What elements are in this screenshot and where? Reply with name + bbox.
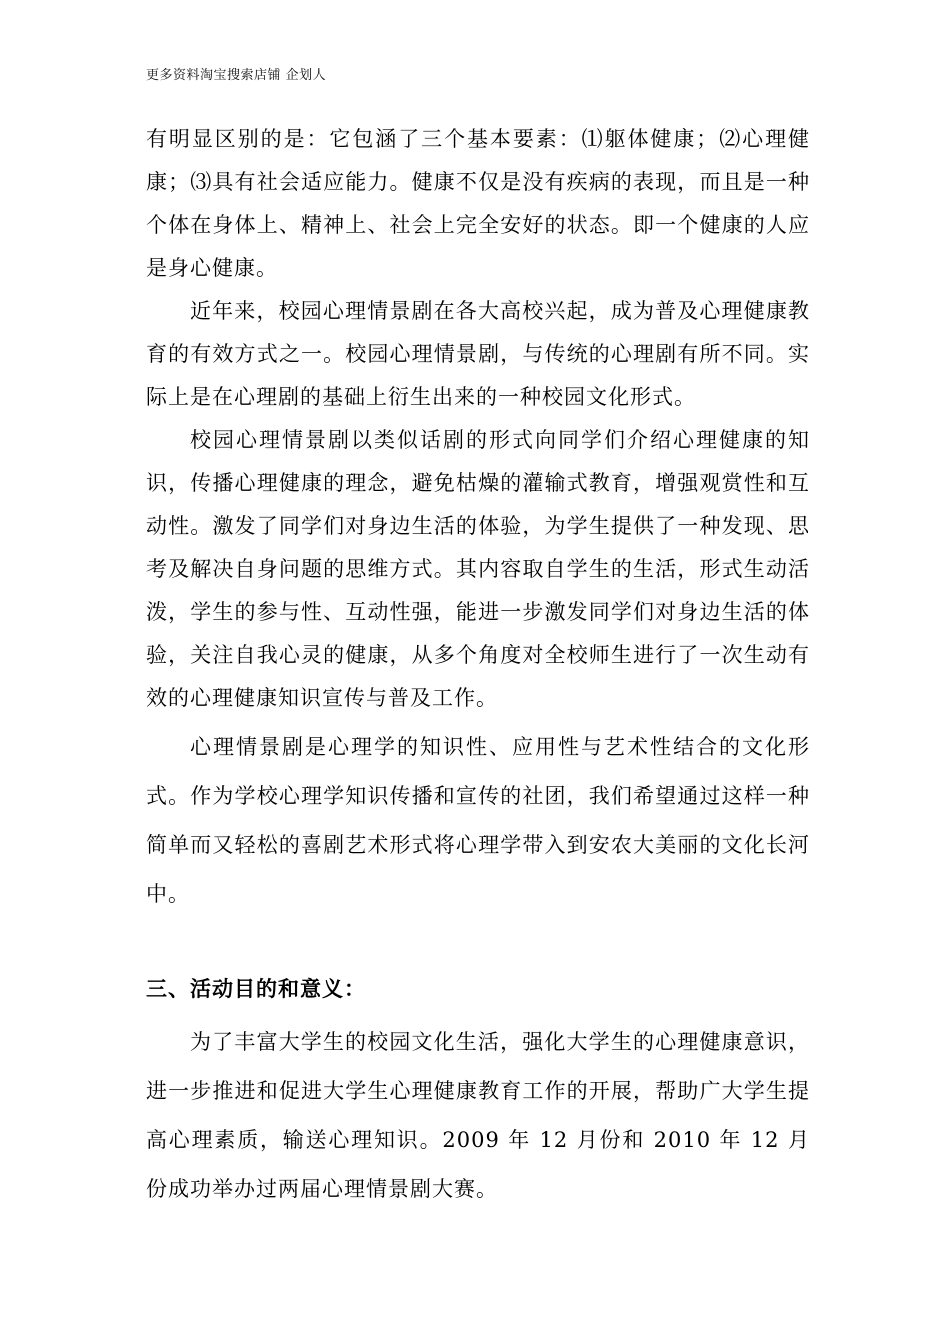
paragraph-health-definition: 有明显区别的是：它包涵了三个基本要素：⑴躯体健康；⑵心理健康；⑶具有社会适应能力。健康不仅是没有疾病的表现，而且是一种个体在身体上、精神上、社会上完全安好的状态。即一个健康的人应是身心健康。 — [146, 127, 810, 280]
paragraph-campus-drama-rise: 近年来，校园心理情景剧在各大高校兴起，成为普及心理健康教育的有效方式之一。校园心理情景剧，与传统的心理剧有所不同。实际上是在心理剧的基础上衍生出来的一种校园文化形式。 — [146, 299, 810, 409]
page-header: 更多资料淘宝搜索店铺 企划人 — [146, 68, 327, 83]
paragraph-drama-nature: 心理情景剧是心理学的知识性、应用性与艺术性结合的文化形式。作为学校心理学知识传播和宣传的社团，我们希望通过这样一种简单而又轻松的喜剧艺术形式将心理学带入到安农大美丽的文化长河中。 — [146, 735, 810, 906]
document-body — [146, 118, 810, 1214]
paragraph-activity-purpose: 为了丰富大学生的校园文化生活，强化大学生的心理健康意识，进一步推进和促进大学生心理健康教育工作的开展，帮助广大学生提高心理素质，输送心理知识。2009 年 12 月份和 2010 年 12 月份成功举办过两届心理情景剧大赛。 — [146, 1030, 810, 1201]
section-heading: 三、活动目的和意义： — [146, 977, 366, 1001]
paragraph-campus-drama-form: 校园心理情景剧以类似话剧的形式向同学们介绍心理健康的知识，传播心理健康的理念，避免枯燥的灌输式教育，增强观赏性和互动性。激发了同学们对身边生活的体验，为学生提供了一种发现、思考及解决自身问题的思维方式。其内容取自学生的生活，形式生动活泼，学生的参与性、互动性强，能进一步激发同学们对身边生活的体验，关注自我心灵的健康，从多个角度对全校师生进行了一次生动有效的心理健康知识宣传与普及工作。 — [146, 428, 810, 710]
